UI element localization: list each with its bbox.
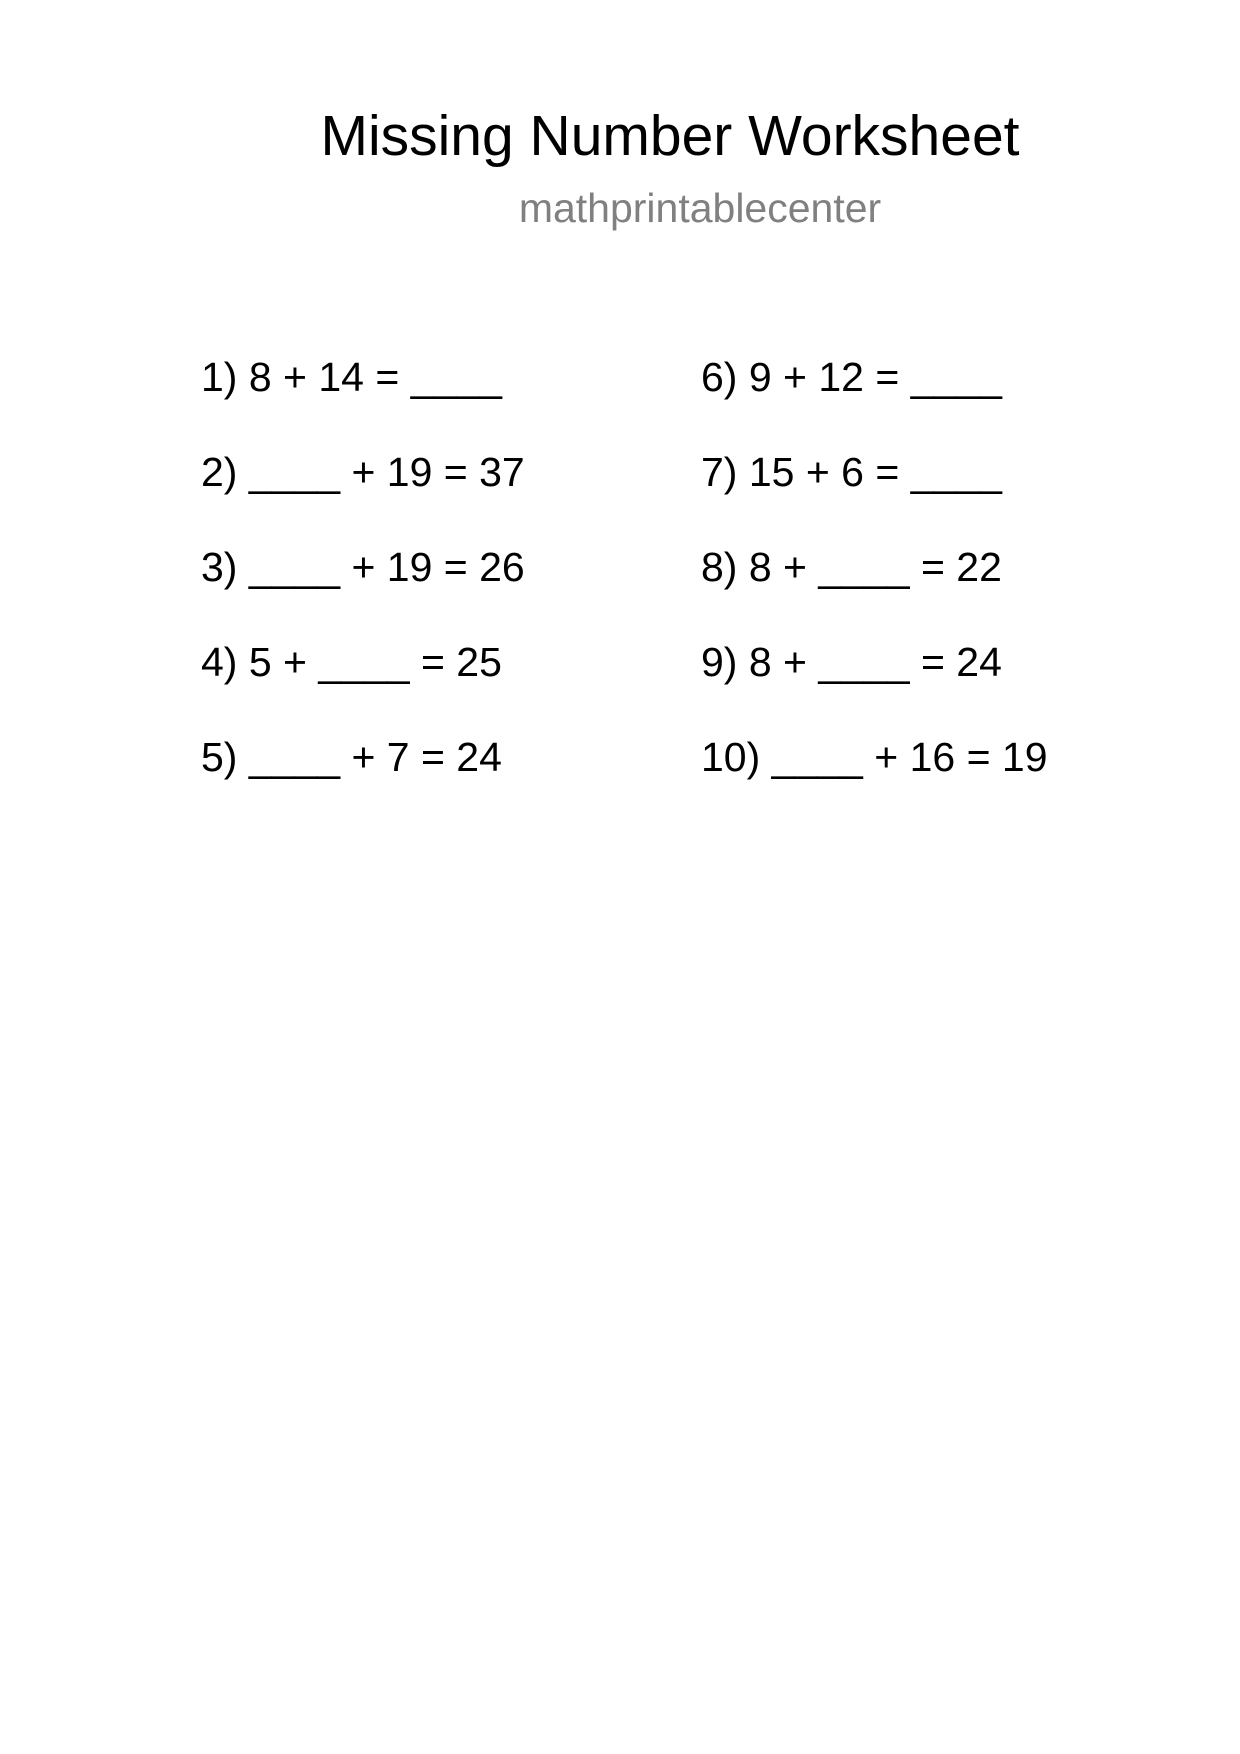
worksheet-source: mathprintablecenter <box>518 185 882 231</box>
problem-grid <box>0 345 1240 845</box>
worksheet-title: Missing Number Worksheet <box>320 104 1020 168</box>
problem-8: 8) 8 + ____ = 22 <box>701 544 1002 590</box>
problem-column-left <box>201 345 525 820</box>
problem-3: 3) ____ + 19 = 26 <box>201 544 525 590</box>
problem-5: 5) ____ + 7 = 24 <box>201 734 502 780</box>
problem-1: 1) 8 + 14 = ____ <box>201 354 502 400</box>
problem-6: 6) 9 + 12 = ____ <box>701 354 1002 400</box>
problem-4: 4) 5 + ____ = 25 <box>201 639 502 685</box>
problem-column-right <box>701 345 1048 820</box>
problem-7: 7) 15 + 6 = ____ <box>701 449 1002 495</box>
problem-2: 2) ____ + 19 = 37 <box>201 449 525 495</box>
problem-9: 9) 8 + ____ = 24 <box>701 639 1002 685</box>
problem-10: 10) ____ + 16 = 19 <box>701 734 1048 780</box>
